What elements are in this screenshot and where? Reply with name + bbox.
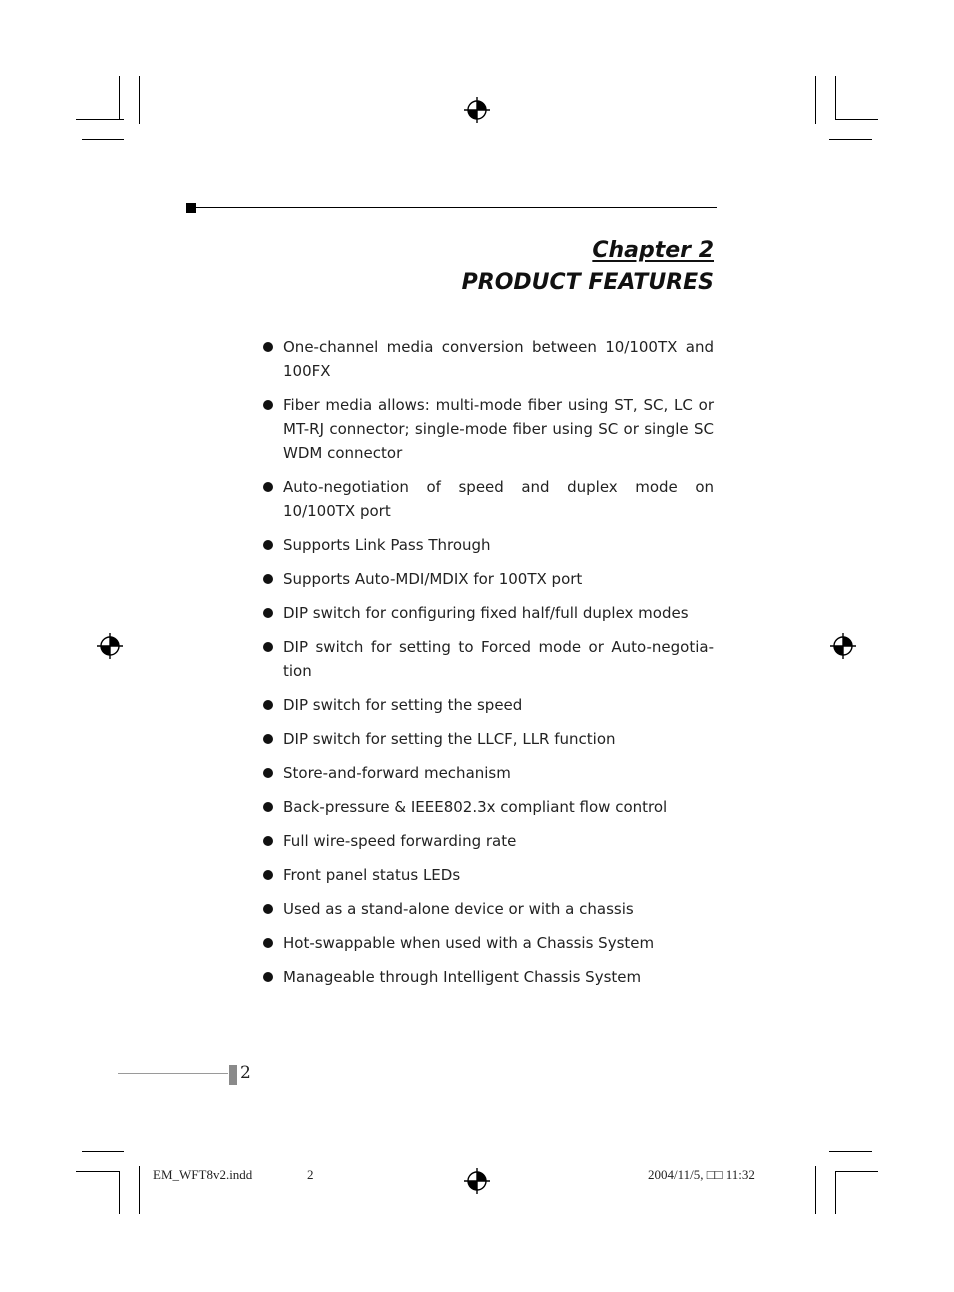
bullet-icon <box>263 870 273 880</box>
header-rule-marker <box>186 203 196 213</box>
list-item <box>262 475 714 523</box>
feature-text: Auto-negotiation of speed and duplex mode on 10/100TX port <box>283 478 714 520</box>
crop-mark-icon <box>139 76 140 124</box>
slug-page: 2 <box>307 1167 314 1182</box>
bullet-icon <box>263 904 273 914</box>
bullet-icon <box>263 802 273 812</box>
list-item <box>262 795 714 819</box>
bullet-icon <box>263 540 273 550</box>
crop-mark-icon <box>82 1151 124 1152</box>
crop-mark-icon <box>835 1171 878 1172</box>
feature-text: One-channel media conversion between 10/100TX and 100FX <box>283 338 714 380</box>
bullet-icon <box>263 734 273 744</box>
chapter-title: PRODUCT FEATURES <box>461 270 714 295</box>
feature-text: Supports Link Pass Through <box>283 536 491 554</box>
slug-filename: EM_WFT8v2.indd <box>153 1167 253 1182</box>
list-item <box>262 601 714 625</box>
crop-mark-icon <box>76 119 124 120</box>
list-item <box>262 863 714 887</box>
bullet-icon <box>263 482 273 492</box>
crop-mark-icon <box>139 1166 140 1214</box>
feature-text: Fiber media allows: multi-mode fiber using ST, SC, LC or MT-RJ connector; single-mode fiber using SC or single SC WDM connector <box>283 396 714 462</box>
list-item <box>262 335 714 383</box>
list-item <box>262 727 714 751</box>
feature-text: Store-and-forward mechanism <box>283 764 511 782</box>
crop-mark-icon <box>835 119 878 120</box>
list-item <box>262 761 714 785</box>
list-item <box>262 635 714 683</box>
chapter-label: Chapter 2 <box>592 238 714 263</box>
feature-list <box>262 335 714 999</box>
feature-text: Supports Auto-MDI/MDIX for 100TX port <box>283 570 583 588</box>
crop-mark-icon <box>829 1151 872 1152</box>
list-item <box>262 567 714 591</box>
list-item <box>262 393 714 465</box>
bullet-icon <box>263 938 273 948</box>
list-item <box>262 533 714 557</box>
bullet-icon <box>263 400 273 410</box>
feature-text: Used as a stand-alone device or with a chassis <box>283 900 634 918</box>
crop-mark-icon <box>815 1166 816 1214</box>
crop-mark-icon <box>119 76 120 119</box>
feature-text: DIP switch for setting the speed <box>283 696 523 714</box>
crop-mark-icon <box>835 76 836 119</box>
feature-text: Hot-swappable when used with a Chassis System <box>283 934 655 952</box>
list-item <box>262 965 714 989</box>
registration-mark-icon <box>463 1167 491 1195</box>
list-item <box>262 829 714 853</box>
list-item <box>262 693 714 717</box>
feature-text: DIP switch for configuring fixed half/full duplex modes <box>283 604 689 622</box>
header-rule <box>186 207 717 208</box>
crop-mark-icon <box>835 1171 836 1214</box>
page-number: 2 <box>240 1063 251 1083</box>
bullet-icon <box>263 700 273 710</box>
registration-mark-icon <box>96 632 124 660</box>
bullet-icon <box>263 342 273 352</box>
bullet-icon <box>263 836 273 846</box>
bullet-icon <box>263 608 273 618</box>
crop-mark-icon <box>76 1171 120 1172</box>
slug-timestamp: 2004/11/5, □□ 11:32 <box>648 1167 755 1182</box>
bullet-icon <box>263 574 273 584</box>
crop-mark-icon <box>815 76 816 124</box>
feature-text: Manageable through Intelligent Chassis System <box>283 968 642 986</box>
registration-mark-icon <box>463 96 491 124</box>
feature-text: DIP switch for setting the LLCF, LLR function <box>283 730 616 748</box>
feature-text: Back-pressure & IEEE802.3x compliant flow control <box>283 798 668 816</box>
bullet-icon <box>263 972 273 982</box>
list-item <box>262 897 714 921</box>
crop-mark-icon <box>119 1171 120 1214</box>
page-number-rule <box>118 1073 228 1074</box>
crop-mark-icon <box>829 139 872 140</box>
feature-text: Front panel status LEDs <box>283 866 461 884</box>
crop-mark-icon <box>82 139 124 140</box>
bullet-icon <box>263 642 273 652</box>
page-number-bar <box>229 1065 237 1085</box>
bullet-icon <box>263 768 273 778</box>
feature-text: DIP switch for setting to Forced mode or Auto-negotia-tion <box>283 638 714 680</box>
feature-text: Full wire-speed forwarding rate <box>283 832 517 850</box>
registration-mark-icon <box>829 632 857 660</box>
list-item <box>262 931 714 955</box>
